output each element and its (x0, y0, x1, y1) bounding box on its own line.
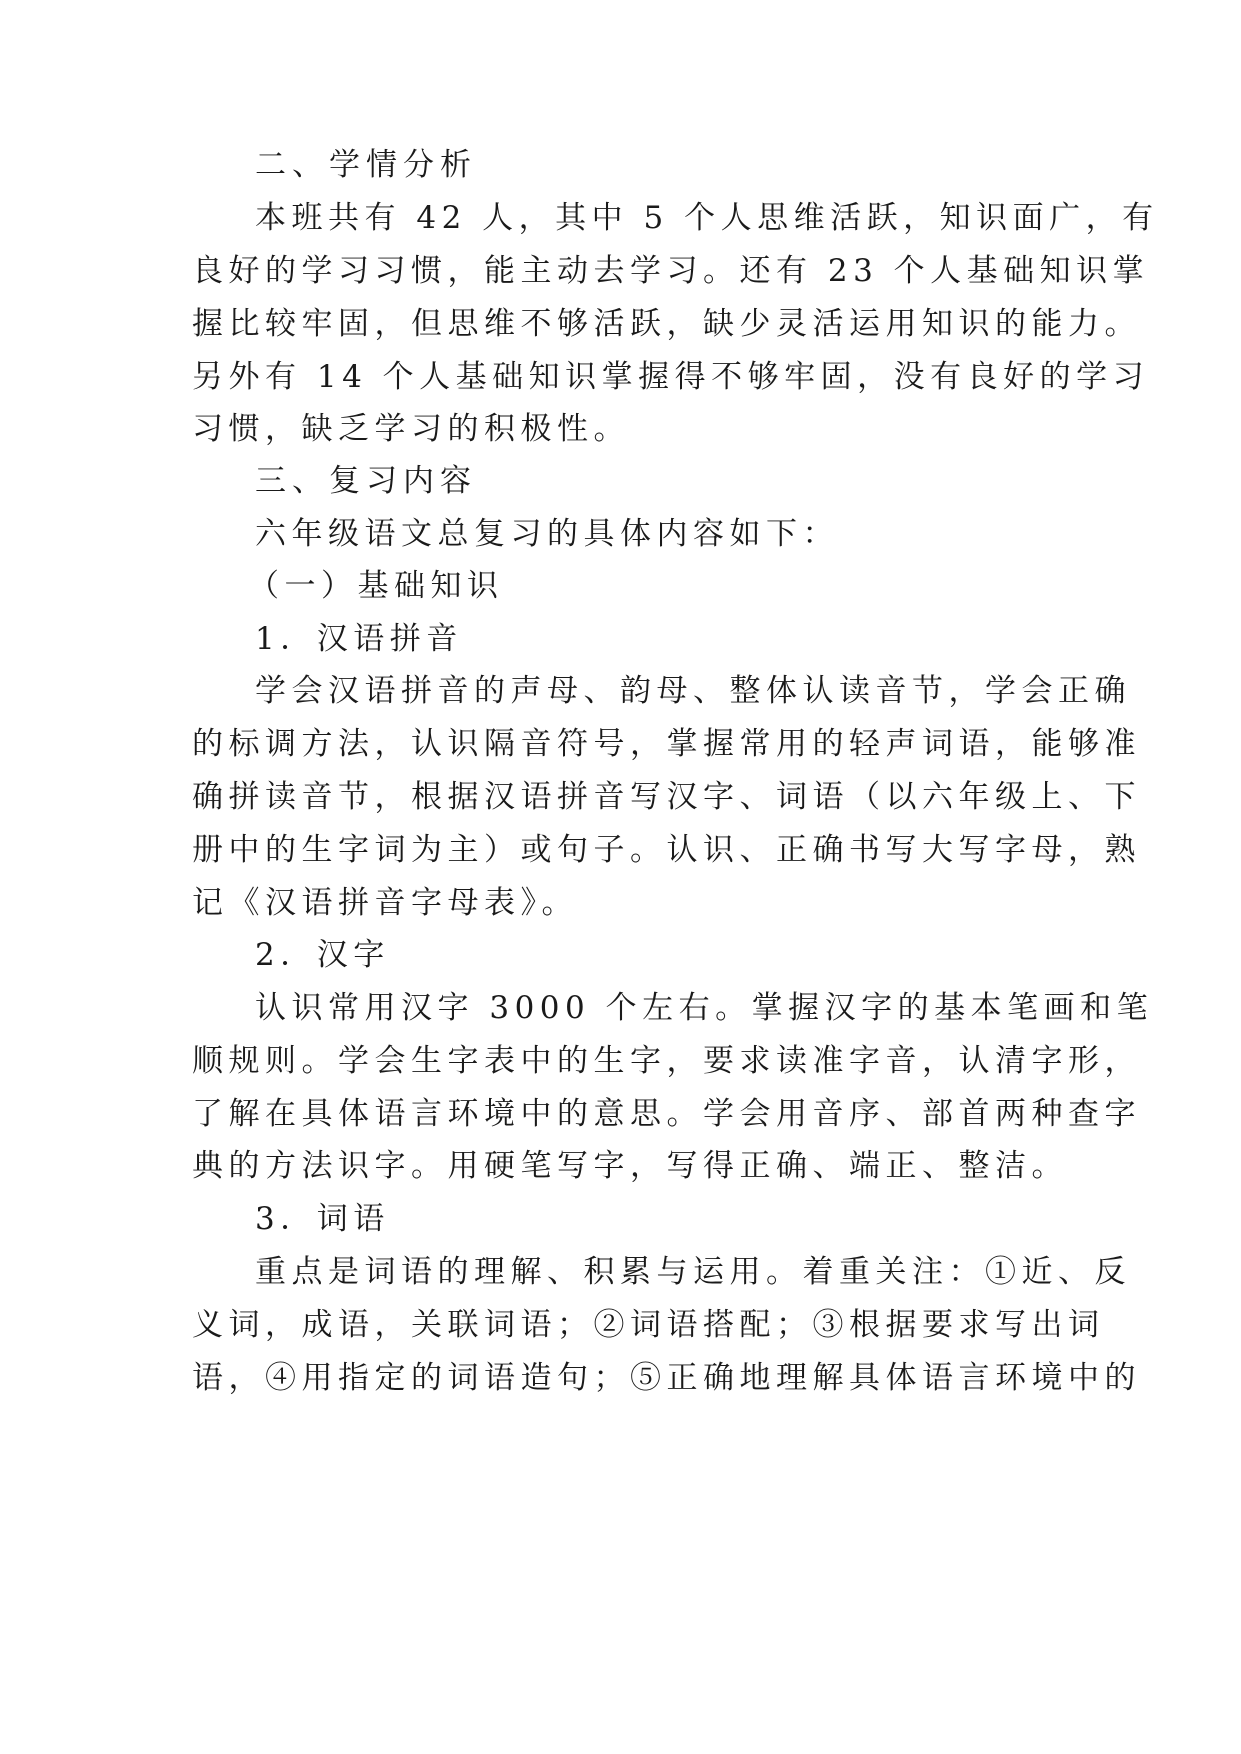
paragraph-line: 记《汉语拼音字母表》。 (192, 885, 578, 921)
paragraph-line: 册中的生字词为主）或句子。认识、正确书写大写字母，熟 (192, 832, 1141, 868)
paragraph-line: 语，④用指定的词语造句；⑤正确地理解具体语言环境中的 (192, 1360, 1141, 1396)
item-title-pinyin: 1．汉语拼音 (255, 621, 463, 657)
section-heading-learning-analysis: 二、学情分析 (255, 147, 477, 183)
paragraph-line: 典的方法识字。用硬笔写字，写得正确、端正、整洁。 (192, 1148, 1068, 1184)
paragraph-line: 握比较牢固，但思维不够活跃，缺少灵活运用知识的能力。 (192, 306, 1141, 342)
paragraph-line: 的标调方法，认识隔音符号，掌握常用的轻声词语，能够准 (192, 726, 1141, 762)
paragraph-line: 重点是词语的理解、积累与运用。着重关注：①近、反 (255, 1254, 1131, 1290)
paragraph-line: 认识常用汉字 3000 个左右。掌握汉字的基本笔画和笔 (255, 990, 1154, 1026)
paragraph-line: 确拼读音节，根据汉语拼音写汉字、词语（以六年级上、下 (192, 779, 1141, 815)
paragraph-line: 顺规则。学会生字表中的生字，要求读准字音，认清字形， (192, 1043, 1141, 1079)
paragraph-line: 学会汉语拼音的声母、韵母、整体认读音节，学会正确 (255, 673, 1131, 709)
paragraph-line: 良好的学习习惯，能主动去学习。还有 23 个人基础知识掌 (192, 253, 1150, 289)
item-title-hanzi: 2．汉字 (255, 937, 390, 973)
paragraph-line: 义词，成语，关联词语；②词语搭配；③根据要求写出词 (192, 1307, 1105, 1343)
paragraph-line: 另外有 14 个人基础知识掌握得不够牢固，没有良好的学习 (192, 359, 1150, 395)
paragraph-line: 了解在具体语言环境中的意思。学会用音序、部首两种查字 (192, 1096, 1141, 1132)
section-heading-review-content: 三、复习内容 (255, 463, 477, 499)
subheading-basic-knowledge: （一）基础知识 (248, 568, 504, 604)
paragraph-line: 本班共有 42 人，其中 5 个人思维活跃，知识面广，有 (255, 200, 1159, 236)
paragraph-line: 习惯，缺乏学习的积极性。 (192, 411, 630, 447)
item-title-vocabulary: 3．词语 (255, 1201, 390, 1237)
intro-line: 六年级语文总复习的具体内容如下： (255, 516, 839, 552)
